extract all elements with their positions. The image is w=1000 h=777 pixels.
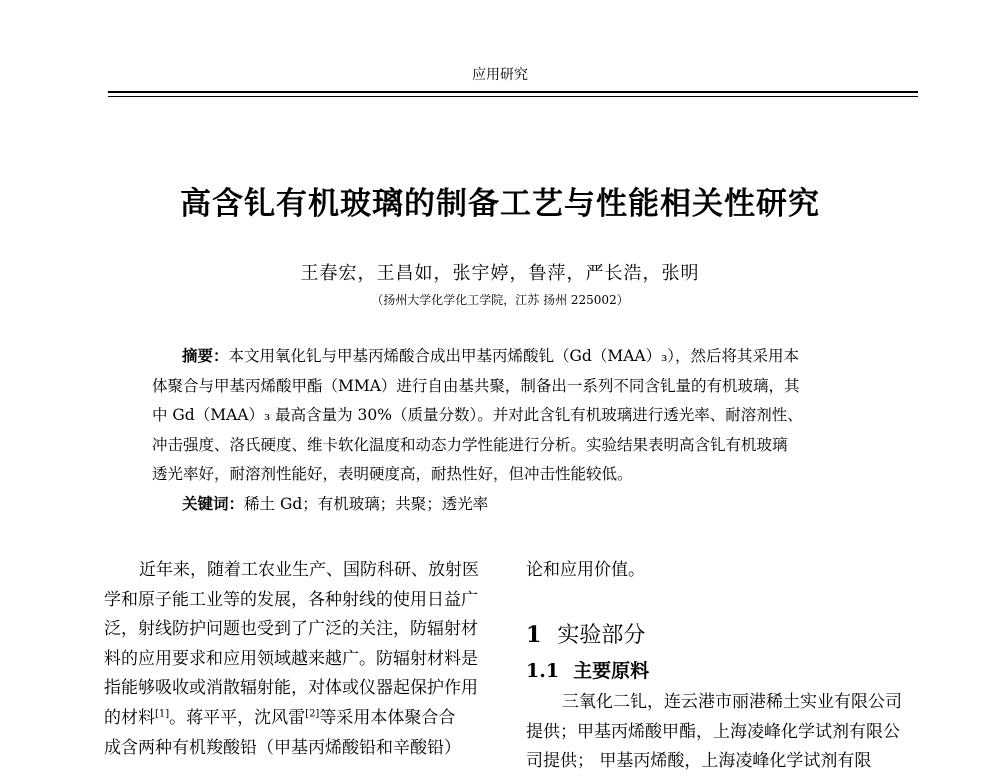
body-right-line: 论和应用价值。: [526, 560, 645, 580]
text-segment: 的材料: [104, 707, 155, 728]
text-segment: 等采用本体聚合合: [319, 707, 456, 728]
abstract-line-2: 体聚合与甲基丙烯酸甲酯（MMA）进行自由基共聚，制备出一系列不同含钆量的有机玻璃，其: [152, 376, 800, 395]
keywords: [182, 492, 488, 514]
body-right-column: [526, 556, 926, 586]
section-number: 1: [526, 622, 542, 648]
body-left-column: [104, 556, 496, 763]
keywords-label: 关键词：: [182, 495, 245, 513]
body-right-line: 提供；甲基丙烯酸甲酯，上海凌峰化学试剂有限公: [526, 721, 900, 742]
citation-ref-1: [1]: [155, 708, 170, 720]
abstract-text: 本文用氧化钆与甲基丙烯酸合成出甲基丙烯酸钆（Gd（MAA）₃），然后将其采用本: [228, 347, 800, 365]
body-left-line: 指能够吸收或消散辐射能，对体或仪器起保护作用: [104, 678, 478, 699]
abstract-label: 摘要：: [182, 347, 229, 365]
keywords-text: 稀土 Gd；有机玻璃；共聚；透光率: [244, 495, 489, 513]
abstract: [152, 342, 892, 490]
abstract-line-4: 冲击强度、洛氏硬度、维卡软化温度和动态力学性能进行分析。实验结果表明高含钆有机玻璃: [152, 435, 788, 454]
subsection-title: 主要原料: [573, 660, 650, 682]
abstract-line-3: 中 Gd（MAA）₃ 最高含量为 30%（质量分数）。并对此含钆有机玻璃进行透光率、耐溶剂性、: [152, 406, 803, 424]
subsection-heading: [526, 656, 649, 683]
body-left-line: 学和原子能工业等的发展，各种射线的使用日益广: [104, 589, 478, 610]
body-left-line: 成含两种有机羧酸铅（甲基丙烯酸铅和辛酸铅）: [104, 737, 461, 758]
body-right-line: 三氧化二钆，连云港市丽港稀土实业有限公司: [562, 692, 902, 712]
body-left-line: 料的应用要求和应用领域越来越广。防辐射材料是: [104, 648, 478, 669]
header-rule-thin: [108, 96, 918, 97]
author-list: 王春宏，王昌如，张宇婷，鲁萍，严长浩，张明: [300, 263, 700, 284]
abstract-line-5: 透光率好，耐溶剂性能好，表明硬度高，耐热性好，但冲击性能较低。: [152, 465, 633, 483]
paper-title: 高含钆有机玻璃的制备工艺与性能相关性研究: [180, 186, 820, 222]
running-header: 应用研究: [472, 67, 528, 83]
subsection-number: 1.1: [526, 660, 560, 682]
materials-paragraph: [526, 688, 926, 777]
affiliation: （扬州大学化学化工学院，江苏 扬州 225002）: [371, 293, 629, 307]
body-right-line: 司提供； 甲基丙烯酸，上海凌峰化学试剂有限: [526, 751, 872, 772]
abstract-line-1: [152, 342, 892, 372]
body-left-line: 泛，射线防护问题也受到了广泛的关注，防辐射材: [104, 619, 478, 640]
section-heading: [526, 618, 645, 649]
body-left-line-citations: [104, 704, 496, 734]
body-left-line: 近年来，随着工农业生产、国防科研、放射医: [139, 560, 479, 580]
text-segment: 。蒋平平，沈风雷: [169, 707, 306, 728]
header-rule-thick: [108, 91, 918, 93]
section-title: 实验部分: [557, 623, 646, 648]
citation-ref-2: [2]: [305, 708, 320, 720]
